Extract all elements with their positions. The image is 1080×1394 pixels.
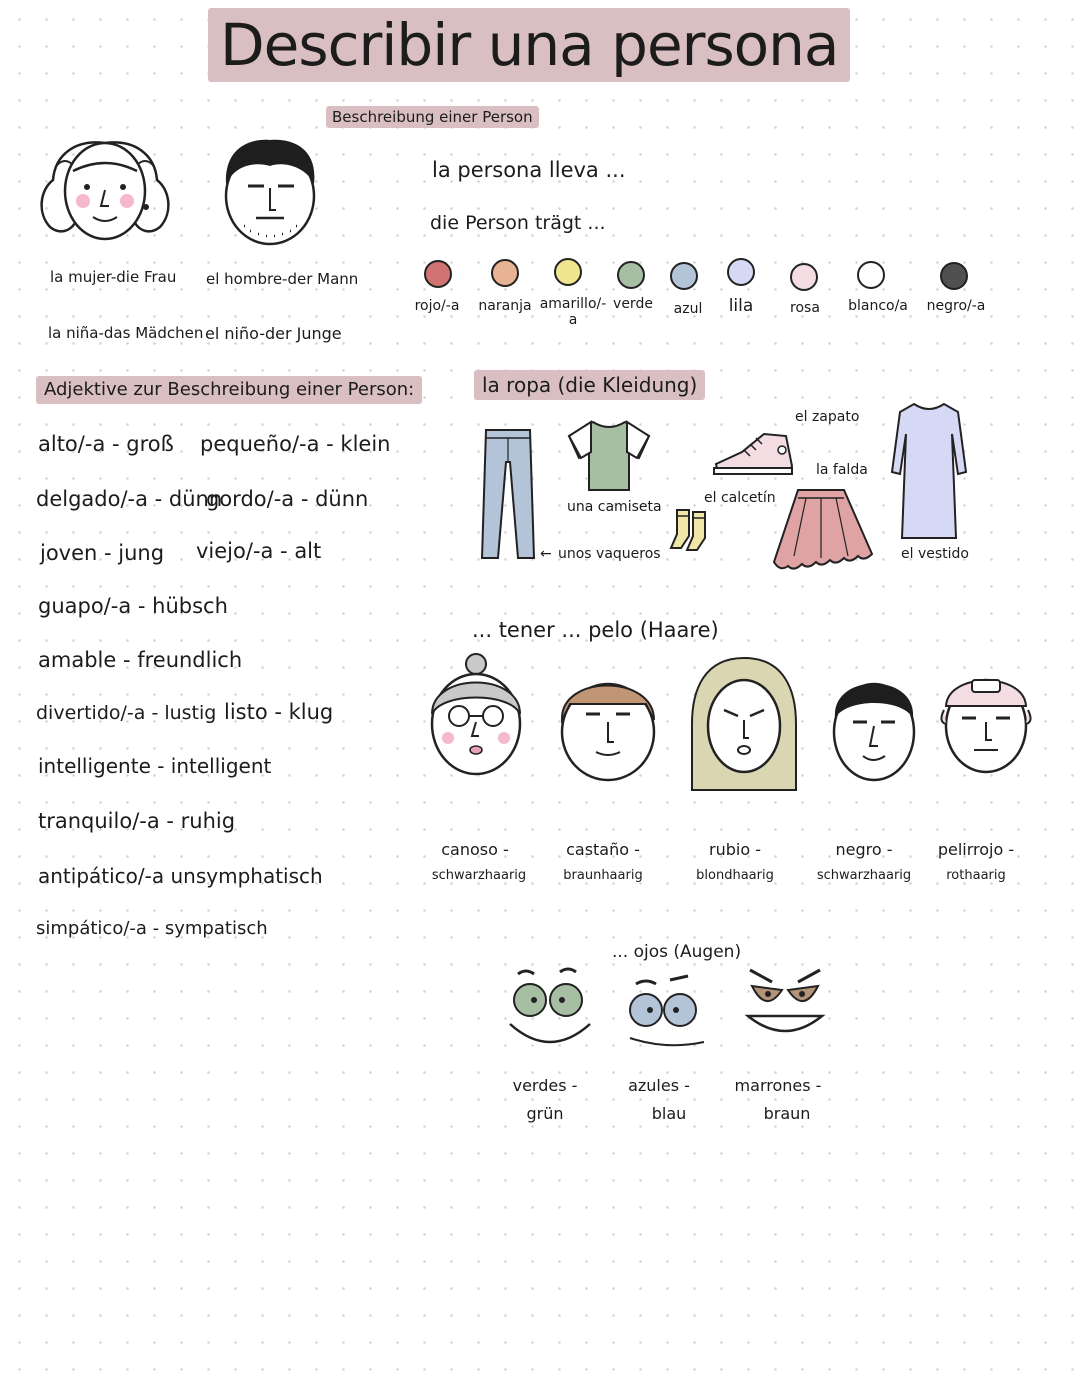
color-dot-blue [670,262,698,290]
red-hair-cap-face-drawing [938,666,1034,776]
falda-label: la falda [816,462,868,478]
brown-hair-face-drawing [556,664,660,784]
tshirt-drawing [563,418,655,494]
brown-eyes-drawing [740,962,830,1046]
eyes-heading: ... ojos (Augen) [612,942,742,962]
adj-alto: alto/-a - groß [38,432,174,456]
color-dot-yellow [554,258,582,286]
adj-pequeno: pequeño/-a - klein [200,432,391,456]
calcetin-label: el calcetín [704,490,776,506]
color-label-lilac: lila [728,296,754,316]
color-label-blue: azul [673,301,703,317]
grey-hair-face-drawing [426,652,526,778]
adj-gordo: gordo/-a - dünn [206,487,369,511]
adj-delgado: delgado/-a - dünn [36,487,223,511]
hair-de-brown: braunhaarig [563,868,643,883]
adj-antipatico: antipático/-a unsymphatisch [38,864,323,888]
man-face-drawing [220,136,320,248]
adj-simpatico: simpático/-a - sympatisch [36,918,268,939]
adj-intelligente: intelligente - intelligent [38,754,272,778]
woman-face-drawing [35,135,175,245]
lleva-de: die Person trägt ... [430,212,606,234]
hair-es-black: negro - [835,840,893,859]
dress-drawing [888,400,970,540]
adj-amable: amable - freundlich [38,648,243,672]
eyes-de-green: grün [526,1104,564,1123]
vaqueros-label: unos vaqueros [558,546,661,562]
hair-de-black: schwarzhaarig [816,868,912,883]
girl-label: la niña-das Mädchen [48,324,204,342]
socks-drawing [667,506,717,554]
hair-de-grey: schwarzhaarig [431,868,527,883]
sneaker-drawing [710,428,796,478]
blonde-hair-face-drawing [688,654,800,794]
color-dot-pink [790,263,818,291]
zapato-label: el zapato [795,409,860,425]
adj-listo: listo - klug [224,700,334,724]
camiseta-label: una camiseta [567,499,662,515]
green-eyes-drawing [500,966,600,1052]
lleva-es: la persona lleva ... [432,158,626,182]
adj-joven: joven - jung [40,541,165,565]
eyes-es-blue: azules - [628,1076,690,1095]
color-dot-lilac [727,258,755,286]
adj-divertido: divertido/-a - lustig [36,702,217,724]
hair-de-blonde: blondhaarig [696,868,774,883]
color-label-green: verde [613,296,653,312]
eyes-de-blue: blau [651,1104,687,1123]
woman-label: la mujer-die Frau [50,268,177,286]
color-dot-red [424,260,452,288]
boy-label: el niño-der Junge [205,324,342,343]
hair-es-blonde: rubio - [709,840,761,859]
color-dot-white [857,261,885,289]
black-hair-face-drawing [829,664,919,784]
color-dot-black [940,262,968,290]
eyes-de-brown: braun [763,1104,811,1123]
man-label: el hombre-der Mann [206,270,359,288]
adj-tranquilo: tranquilo/-a - ruhig [38,809,236,833]
color-dot-green [617,261,645,289]
hair-es-grey: canoso - [441,840,509,859]
color-dot-orange [491,259,519,287]
color-label-red: rojo/-a [414,298,460,314]
color-label-yellow: amarillo/-a [539,296,607,328]
color-label-white: blanco/a [848,298,908,314]
hair-de-red: rothaarig [946,868,1006,883]
hair-es-brown: castaño - [566,840,640,859]
hair-heading: ... tener ... pelo (Haare) [472,618,719,642]
color-label-pink: rosa [790,300,820,316]
page-subtitle: Beschreibung einer Person [326,106,539,128]
page-title: Describir una persona [208,8,850,82]
eyes-es-green: verdes - [512,1076,578,1095]
hair-es-red: pelirrojo - [937,840,1015,859]
adj-guapo: guapo/-a - hübsch [38,594,228,618]
jeans-drawing [480,426,536,560]
blue-eyes-drawing [622,972,712,1056]
color-label-orange: naranja [478,298,532,314]
adjectives-heading: Adjektive zur Beschreibung einer Person: [36,376,422,404]
vestido-label: el vestido [901,546,969,562]
vaqueros-arrow-icon: ← [540,546,552,562]
color-label-black: negro/-a [926,298,986,314]
clothing-heading: la ropa (die Kleidung) [474,370,705,400]
skirt-drawing [766,486,876,566]
adj-viejo: viejo/-a - alt [196,539,322,563]
eyes-es-brown: marrones - [734,1076,822,1095]
